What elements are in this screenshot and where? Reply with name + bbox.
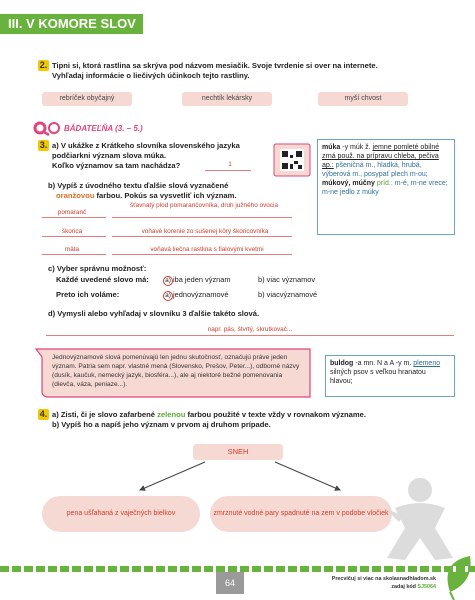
info-text: Jednovýznamové slová pomenúvajú len jednu skutočnosť, označujú práve jeden význam. Patria sem napr. vlastné mená (Slovensko, Prešov, Peter...), odborné názvy (dusík, kaučuk, nemecký jazyk, biosféra...), ale aj niektoré bežné pomenovania (dievča, váza, peniaze...).	[52, 354, 300, 388]
arrows	[120, 458, 360, 494]
dictionary-qr-icon	[272, 142, 312, 178]
task-3c-row2-option-a[interactable]: a) jednovýznamové	[163, 290, 228, 301]
footer-text: Precvičuj si viac na skolasnadhladom.sk zadaj kód SJ5064	[331, 576, 436, 590]
word-pomaranc: pomaranč	[57, 209, 87, 216]
task-4: 4. a) Zisti, či je slovo zafarbené zelenou farbou použité v texte vždy v rovnakom význame. b) Vypíš ho a napíš jeho význam v prvom aj druhom prípade.	[39, 409, 366, 429]
task-3c-title: c) Vyber správnu možnosť:	[48, 264, 147, 273]
task-3b: b) Vypíš z úvodného textu ďalšie slová vyznačené oranžovou farbou. Pokús sa vysvetliť ich význam.	[48, 181, 237, 200]
task-3c-row2-label: Preto ich voláme:	[56, 290, 120, 299]
task-3c-row2-option-b[interactable]: b) viacvýznamové	[258, 290, 318, 299]
task-3a: 3. a) V ukážke z Krátkeho slovníka slovenského jazyka podčiarkni význam slova múka. Koľko významov sa tam nachádza?	[39, 140, 240, 170]
page-number: 64	[216, 572, 244, 594]
definition-buldog: buldog -a mn. N a A -y m. plemeno silných psov s veľkou hranatou hlavou;	[325, 355, 455, 397]
meaning-mata: voňavá liečna rastlina s fialovými kvetmi	[150, 246, 264, 253]
meaning-skorica: voňavé korenie zo sušenej kôry škoricovníka	[141, 228, 269, 235]
footer-line-1[interactable]: Precvičuj si viac na skolasnadhladom.sk	[331, 576, 436, 582]
leaf-icon	[440, 552, 475, 600]
definition-muka: múka -y múk ž. jemne pomleté obilné zrná použ. na prípravu chleba, pečiva ap.: pšeničná m., hladká, hrubá, výberová m., posypať plech m-ou; múkový, múčny príd.: m-é, m-ne vrece; m-ne jedlo z múky	[317, 139, 455, 235]
meaning-pomaranc: šťavnatý plod pomarančovníka, druh južného ovocia	[129, 202, 279, 209]
meaning-right: zmrznuté vodné pary spadnuté na zem v podobe vločiek	[210, 496, 392, 532]
task-3c-row1-option-a[interactable]: a) iba jeden význam	[163, 275, 231, 286]
task-3c-row1-label: Každé uvedené slovo má:	[56, 275, 149, 284]
section-title: III. V KOMORE SLOV	[0, 14, 143, 34]
research-label: BÁDATEĽŇA (3. – 5.)	[64, 124, 143, 133]
research-icon	[32, 120, 62, 136]
task-3d-answer: napr. pás, štvrtý, skrutkovač...	[207, 326, 293, 333]
task-3c-row1-option-b[interactable]: b) viac významov	[258, 275, 316, 284]
option-2[interactable]: nechtík lekársky	[182, 92, 272, 106]
center-word: SNEH	[193, 444, 283, 460]
meaning-left: pena ušľahaná z vaječných bielkov	[42, 496, 200, 532]
task-number: 4.	[39, 409, 48, 419]
info-bubble	[34, 345, 314, 401]
word-mata: mäta	[64, 246, 80, 253]
option-1[interactable]: rebríček obyčajný	[42, 92, 132, 106]
task-number: 3.	[39, 140, 48, 150]
footer-code: SJ5064	[417, 583, 436, 590]
option-3[interactable]: myší chvost	[318, 92, 408, 106]
word-skorica: škorica	[61, 228, 83, 235]
task-3d: d) Vymysli alebo vyhľadaj v slovníku 3 ďalšie takéto slová.	[48, 309, 260, 318]
answer-count: 1	[228, 161, 232, 168]
task-2-text: 2. Tipni si, ktorá rastlina sa skrýva pod názvom mesiačik. Svoje tvrdenie si over na internete. Vyhľadaj informácie o liečivých účinkoch tejto rastliny.	[39, 60, 378, 80]
task-number: 2.	[39, 60, 48, 70]
